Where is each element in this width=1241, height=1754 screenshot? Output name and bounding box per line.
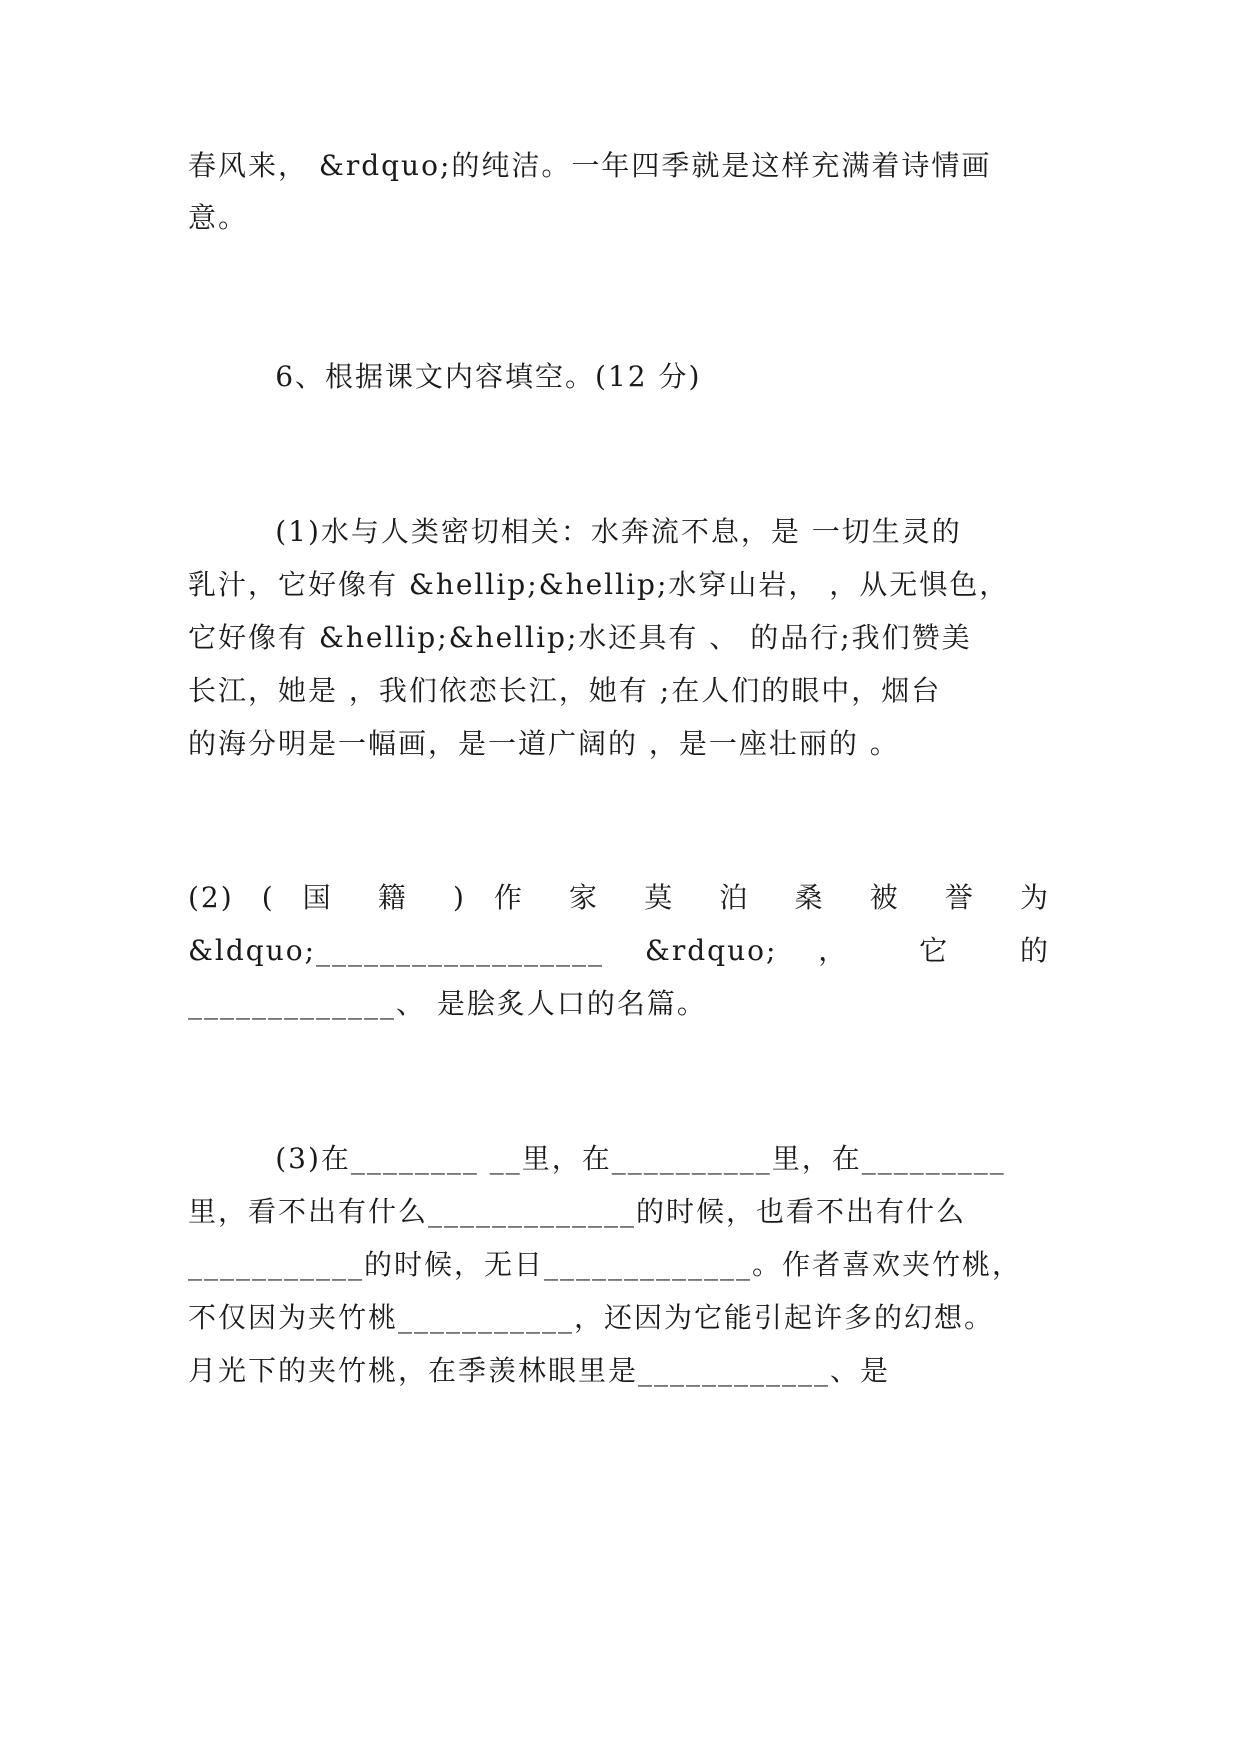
text-line: 春风来， &rdquo;的纯洁。一年四季就是这样充满着诗情画 <box>188 149 992 182</box>
text-line: (2) ( 国 籍 ) 作 家 莫 泊 桑 被 誉 为 <box>188 881 1050 914</box>
text-line: _____________、 是脍炙人口的名篇。 <box>188 987 707 1020</box>
text-line: 长江，她是 ，我们依恋长江，她有 ;在人们的眼中，烟台 <box>188 674 942 707</box>
text-line: (3)在________ __里，在__________里，在_________ <box>188 1142 1006 1175</box>
text-line: 意。 <box>188 201 249 234</box>
text-line: ___________的时候，无日_____________。作者喜欢夹竹桃， <box>188 1248 1023 1281</box>
text-line: 不仅因为夹竹桃___________，还因为它能引起许多的幻想。 <box>188 1301 995 1334</box>
text-line: &ldquo;__________________ &rdquo; ， 它 的 <box>188 934 1050 967</box>
text-line: 它好像有 &hellip;&hellip;水还具有 、 的品行;我们赞美 <box>188 621 972 654</box>
text-line: 的海分明是一幅画，是一道广阔的 ，是一座壮丽的 。 <box>188 727 900 760</box>
text-line: 里，看不出有什么_____________的时候，也看不出有什么 <box>188 1195 967 1228</box>
text-line: 乳汁，它好像有 &hellip;&hellip;水穿山岩， ，从无惧色， <box>188 568 1010 601</box>
text-line: (1)水与人类密切相关：水奔流不息，是 一切生灵的 <box>188 515 962 548</box>
text-line: 月光下的夹竹桃，在季羡林眼里是____________、是 <box>188 1354 891 1387</box>
question-heading: 6、根据课文内容填空。(12 分) <box>188 360 702 393</box>
